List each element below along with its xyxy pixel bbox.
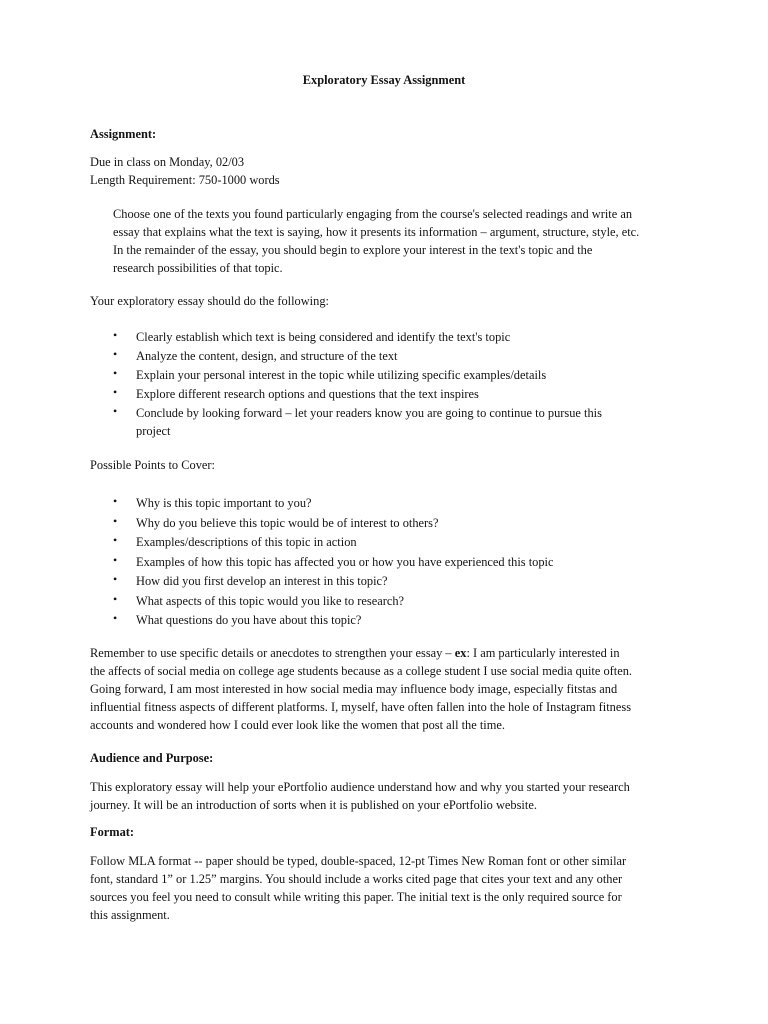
instruction-line: Choose one of the texts you found particularly engaging from the course's selected readings and write an [113, 207, 633, 221]
list-item: Explore different research options and questions that the text inspires [136, 387, 479, 401]
remember-text: Remember to use specific details or anecdotes to strengthen your essay – [90, 646, 455, 660]
instruction-line: In the remainder of the essay, you should begin to explore your interest in the text's topic and the [113, 243, 593, 257]
remember-line: Going forward, I am most interested in how social media may influence body image, especially fitstas and [90, 682, 618, 696]
bullet-icon: • [113, 533, 118, 547]
bullet-icon: • [113, 347, 118, 361]
bullet-icon: • [113, 514, 118, 528]
remember-line: accounts and wondered how I could ever look like the women that post all the time. [90, 718, 505, 732]
due-date-line: Due in class on Monday, 02/03 [90, 155, 245, 169]
bullet-icon: • [113, 553, 118, 567]
assignment-heading: Assignment: [90, 127, 157, 141]
remember-line: the affects of social media on college age students because as a college student I use social media quite often. [90, 664, 633, 678]
example-label: ex [454, 646, 467, 660]
bullet-icon: • [113, 611, 118, 625]
list-item: Why is this topic important to you? [136, 496, 312, 510]
list-item: Explain your personal interest in the topic while utilizing specific examples/details [136, 368, 547, 382]
list-item: Why do you believe this topic would be of interest to others? [136, 516, 439, 530]
remember-text-cont: : I am particularly interested in [466, 646, 620, 660]
list-item: Clearly establish which text is being considered and identify the text's topic [136, 330, 511, 344]
should-do-intro: Your exploratory essay should do the following: [90, 294, 329, 308]
bullet-icon: • [113, 572, 118, 586]
list-item: What questions do you have about this topic? [136, 613, 362, 627]
instruction-line: research possibilities of that topic. [113, 261, 283, 275]
bullet-icon: • [113, 592, 118, 606]
bullet-icon: • [113, 404, 118, 418]
remember-line [90, 645, 620, 662]
list-item: Examples/descriptions of this topic in action [136, 535, 357, 549]
bullet-icon: • [113, 328, 118, 342]
audience-line: journey. It will be an introduction of sorts when it is published on your ePortfolio website. [90, 798, 537, 812]
bullet-icon: • [113, 366, 118, 380]
audience-heading: Audience and Purpose: [90, 751, 214, 765]
list-item: Conclude by looking forward – let your readers know you are going to continue to pursue this [136, 406, 602, 420]
list-item: What aspects of this topic would you like to research? [136, 594, 405, 608]
format-line: Follow MLA format -- paper should be typed, double-spaced, 12-pt Times New Roman font or other similar [90, 854, 627, 868]
list-item-continuation: project [136, 424, 171, 438]
list-item: Examples of how this topic has affected you or how you have experienced this topic [136, 555, 554, 569]
document-title: Exploratory Essay Assignment [302, 73, 466, 87]
bullet-icon: • [113, 385, 118, 399]
format-heading: Format: [90, 825, 135, 839]
points-intro: Possible Points to Cover: [90, 458, 215, 472]
format-line: sources you feel you need to consult while writing this paper. The initial text is the only required source for [90, 890, 622, 904]
format-line: this assignment. [90, 908, 170, 922]
length-requirement-line: Length Requirement: 750-1000 words [90, 173, 280, 187]
list-item: Analyze the content, design, and structure of the text [136, 349, 398, 363]
instruction-line: essay that explains what the text is saying, how it presents its information – argument, structure, style, etc. [113, 225, 640, 239]
bullet-icon: • [113, 494, 118, 508]
format-line: font, standard 1” or 1.25” margins. You should include a works cited page that cites your text and any other [90, 872, 623, 886]
list-item: How did you first develop an interest in this topic? [136, 574, 388, 588]
audience-line: This exploratory essay will help your ePortfolio audience understand how and why you started your research [90, 780, 630, 794]
remember-line: influential fitness aspects of different platforms. I, myself, have often fallen into the hole of Instagram fitness [90, 700, 632, 714]
